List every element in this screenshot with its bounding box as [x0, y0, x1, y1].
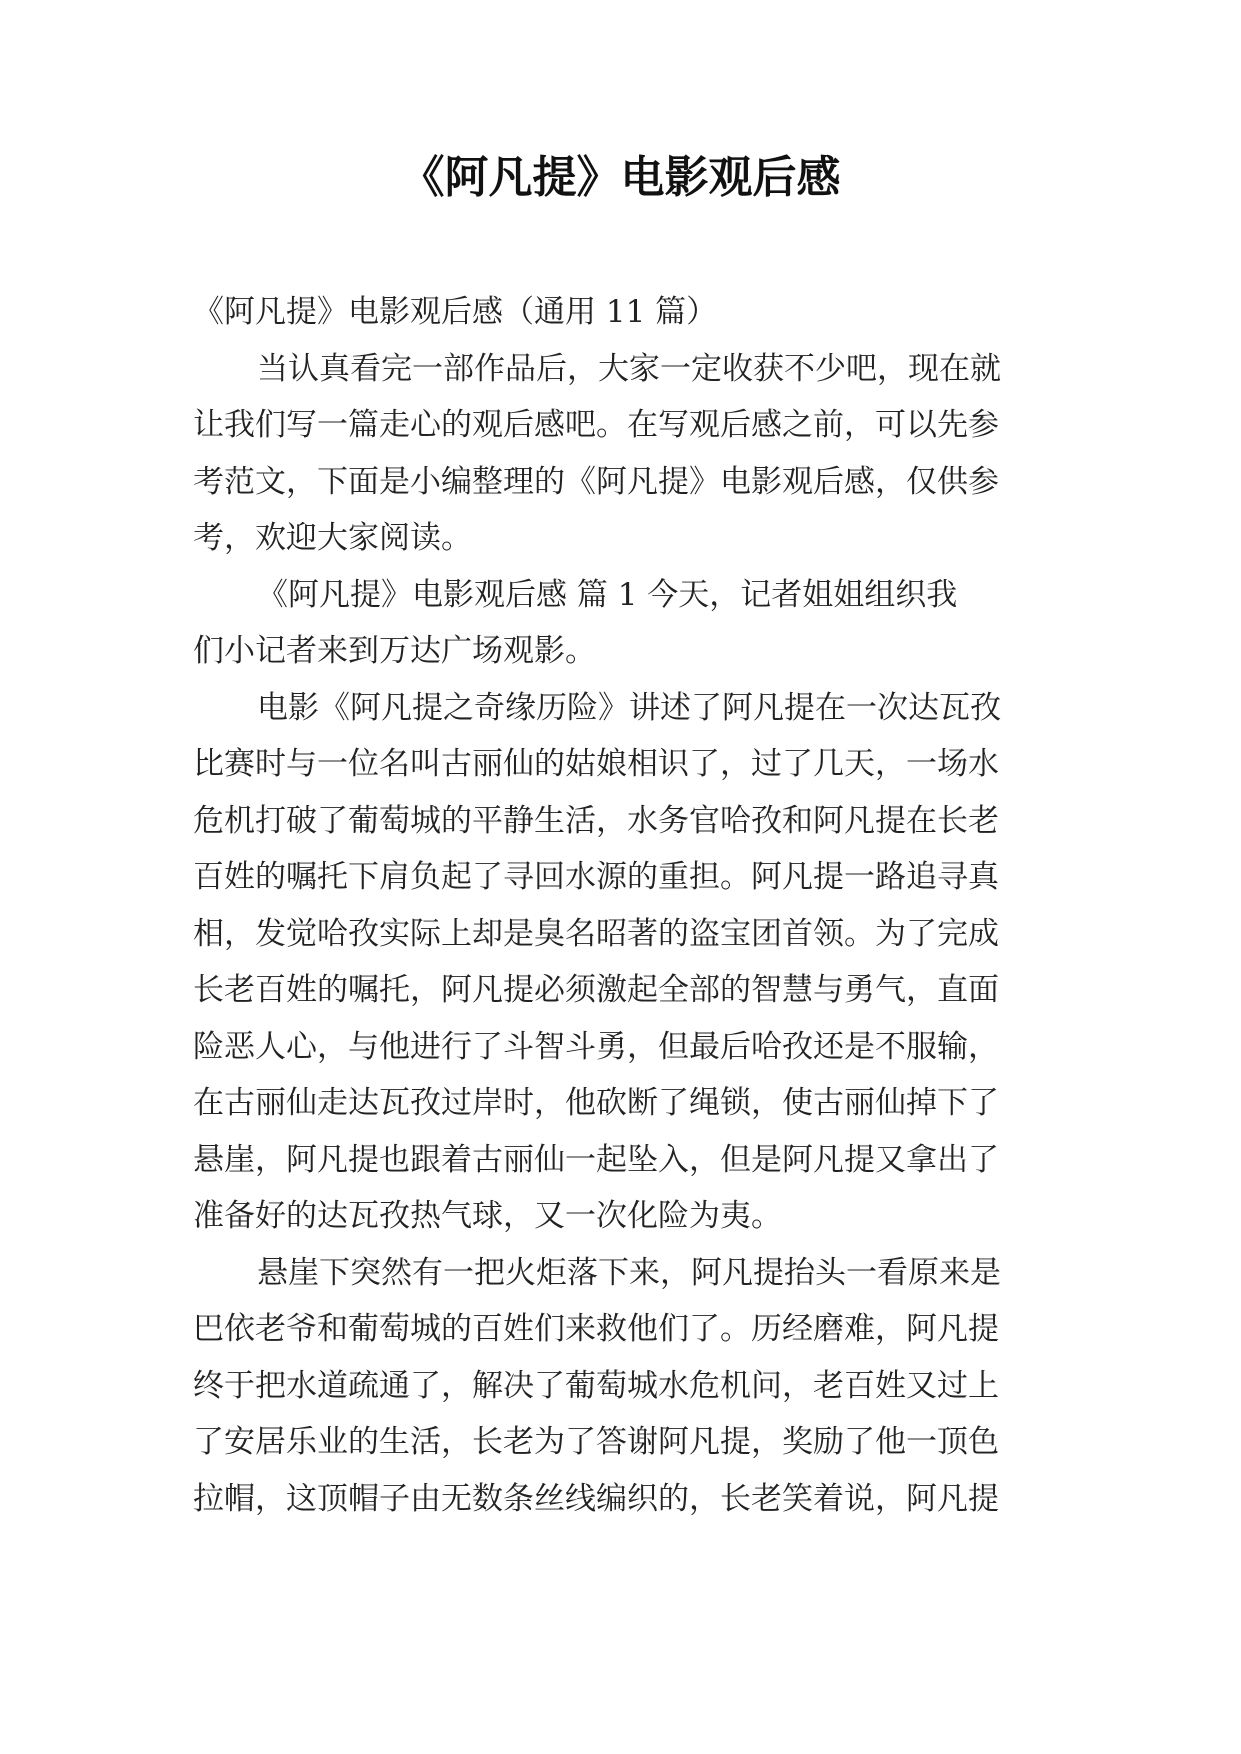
- text-line: 考范文，下面是小编整理的《阿凡提》电影观后感，仅供参: [193, 463, 999, 500]
- document-title: 《阿凡提》电影观后感: [400, 152, 841, 203]
- text-line: 们小记者来到万达广场观影。: [193, 633, 596, 669]
- text-line: 悬崖下突然有一把火炬落下来，阿凡提抬头一看原来是: [257, 1254, 1001, 1291]
- text-line: 危机打破了葡萄城的平静生活，水务官哈孜和阿凡提在长老: [193, 802, 999, 839]
- text-line: 在古丽仙走达瓦孜过岸时，他砍断了绳锁，使古丽仙掉下了: [193, 1085, 999, 1121]
- text-line: 相，发觉哈孜实际上却是臭名昭著的盗宝团首领。为了完成: [193, 915, 999, 952]
- text-line: 《阿凡提》电影观后感 篇 1 今天，记者姐姐组织我: [257, 576, 958, 613]
- text-line: 百姓的嘱托下肩负起了寻回水源的重担。阿凡提一路追寻真: [193, 859, 999, 895]
- text-line: 电影《阿凡提之奇缘历险》讲述了阿凡提在一次达瓦孜: [257, 689, 1001, 726]
- text-line: 比赛时与一位名叫古丽仙的姑娘相识了，过了几天，一场水: [193, 746, 999, 782]
- document-body: [193, 284, 1093, 1527]
- text-line: 《阿凡提》电影观后感（通用 11 篇）: [193, 294, 718, 330]
- text-line: 考，欢迎大家阅读。: [193, 520, 472, 556]
- text-line: 巴依老爷和葡萄城的百姓们来救他们了。历经磨难，阿凡提: [193, 1311, 999, 1347]
- text-line: 让我们写一篇走心的观后感吧。在写观后感之前，可以先参: [193, 407, 999, 443]
- text-line: 悬崖，阿凡提也跟着古丽仙一起坠入，但是阿凡提又拿出了: [193, 1141, 999, 1178]
- text-line: 长老百姓的嘱托，阿凡提必须激起全部的智慧与勇气，直面: [193, 972, 999, 1008]
- text-line: 了安居乐业的生活，长老为了答谢阿凡提，奖励了他一顶色: [193, 1424, 999, 1460]
- text-line: 险恶人心，与他进行了斗智斗勇，但最后哈孜还是不服输，: [193, 1028, 999, 1065]
- text-line: 拉帽，这顶帽子由无数条丝线编织的，长老笑着说，阿凡提: [193, 1480, 999, 1517]
- text-line: 当认真看完一部作品后，大家一定收获不少吧，现在就: [257, 350, 1001, 387]
- text-line: 准备好的达瓦孜热气球，又一次化险为夷。: [193, 1198, 782, 1234]
- text-line: 终于把水道疏通了，解决了葡萄城水危机问，老百姓又过上: [193, 1367, 999, 1404]
